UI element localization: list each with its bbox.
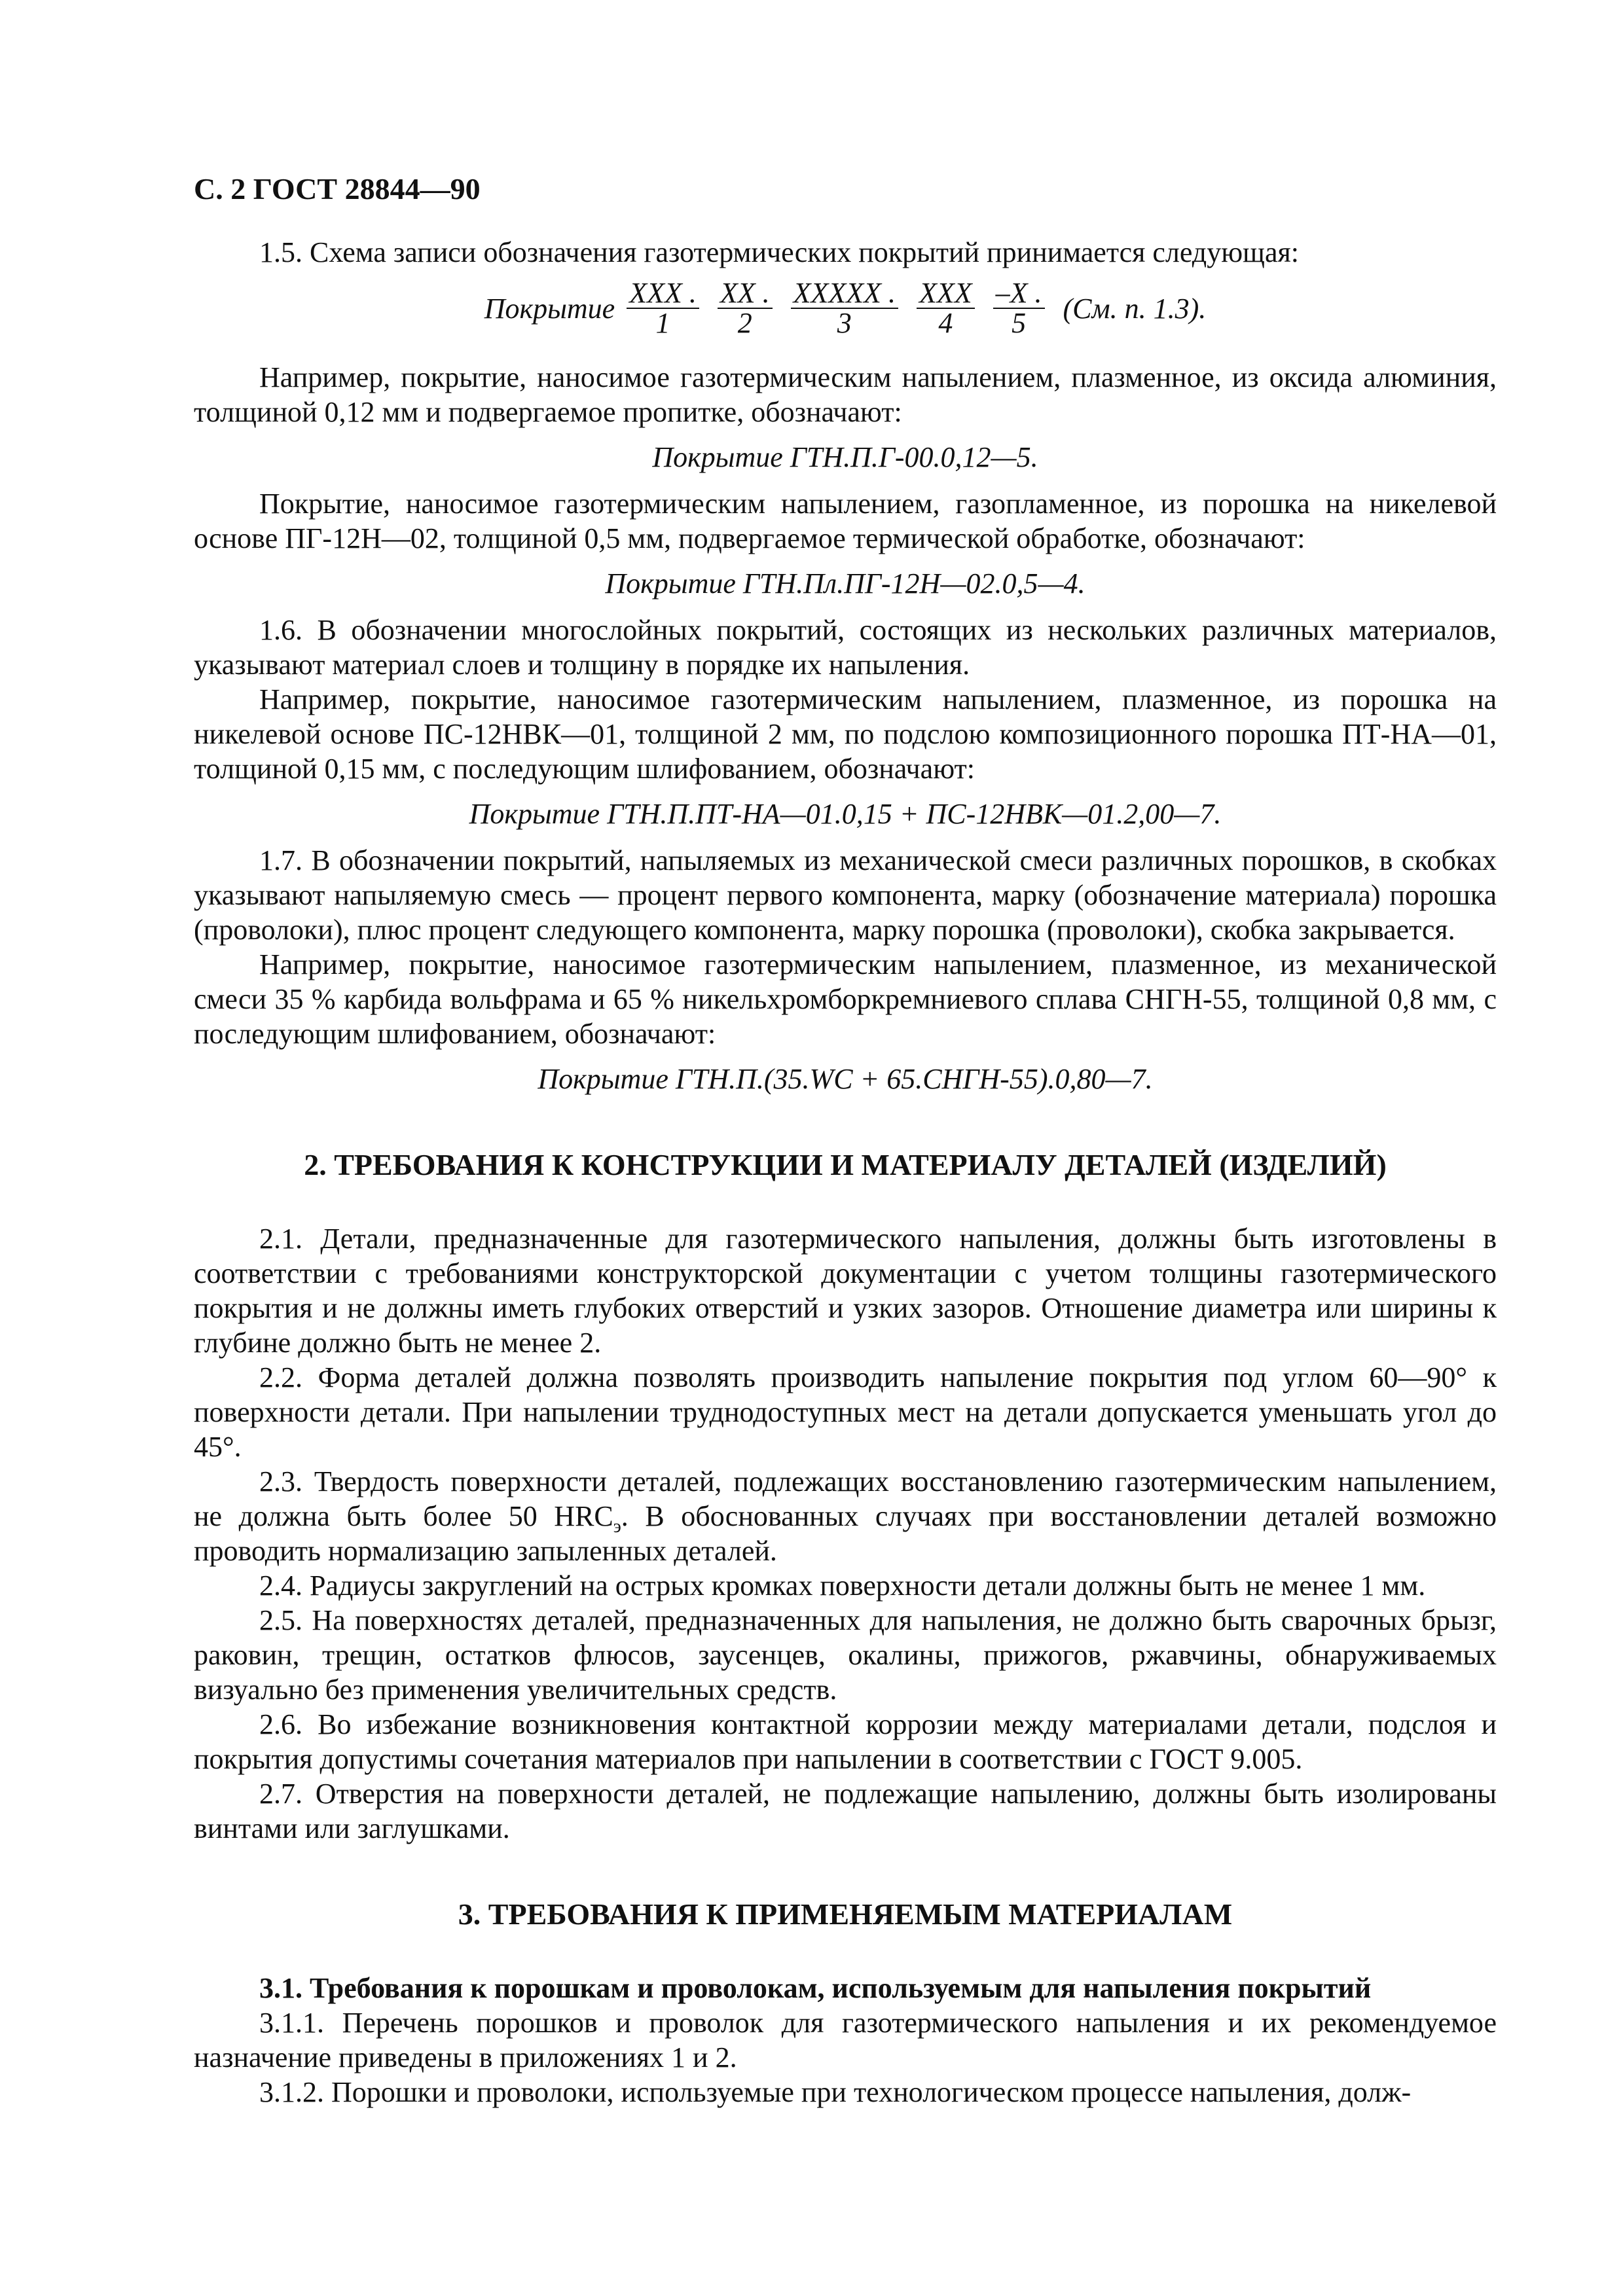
scheme-reference: (См. п. 1.3). [1063, 292, 1207, 325]
scheme-fraction [627, 279, 699, 338]
scheme-fraction [993, 279, 1045, 338]
clause-3-1-1: 3.1.1. Перечень порошков и проволок для газотермического напыления и их рекомендуемое назначение приведены в приложениях 1 и 2. [194, 2007, 1497, 2073]
clause-2-3-text-end: . В обоснованных случаях при восстановлении деталей возможно проводить нормализацию запыленных деталей. [194, 1500, 1497, 1567]
clause-1-7: 1.7. В обозначении покрытий, напыляемых из механической смеси различных порошков, в скобках указывают напыляемую смесь — процент первого компонента, марку (обозначение материала) порошка (проволоки), плюс процент следующего компонента, марку порошка (проволоки), скобка закрывается. [194, 844, 1497, 946]
clause-2-2: 2.2. Форма деталей должна позволять производить напыление покрытия под углом 60—90° к поверхности детали. При напылении труднодоступных мест на детали допускается уменьшать угол до 45°. [194, 1361, 1497, 1463]
clause-1-5: 1.5. Схема записи обозначения газотермических покрытий принимается следующая: [259, 236, 1299, 268]
fraction-numerator: XXX [917, 279, 975, 309]
designation-scheme [194, 279, 1497, 338]
fraction-denominator: 1 [655, 307, 670, 339]
fraction-numerator: –X . [993, 279, 1045, 309]
clause-1-6-example: Например, покрытие, наносимое газотермическим напылением, плазменное, из порошка на никелевой основе ПС-12НВК—01, толщиной 2 мм, по подслою композиционного порошка ПТ-НА—01, толщиной 0,15 мм, с последующим шлифованием, обозначают: [194, 683, 1497, 785]
clause-1-5-example-1: Например, покрытие, наносимое газотермическим напылением, плазменное, из оксида алюминия, толщиной 0,12 мм и подвергаемое пропитке, обозначают: [194, 361, 1497, 428]
scheme-fraction [791, 279, 898, 338]
fraction-numerator: XXXXX . [791, 279, 898, 309]
designation-example: Покрытие ГТН.П.ПТ-НА—01.0,15 + ПС-12НВК—01.2,00—7. [469, 798, 1222, 830]
clause-1-5-example-2: Покрытие, наносимое газотермическим напылением, газопламенное, из порошка на никелевой основе ПГ-12Н—02, толщиной 0,5 мм, подвергаемое термической обработке, обозначают: [194, 488, 1497, 554]
page-header: С. 2 ГОСТ 28844—90 [194, 172, 481, 206]
designation-example: Покрытие ГТН.П.Г-00.0,12—5. [652, 441, 1038, 473]
clause-2-6: 2.6. Во избежание возникновения контактной коррозии между материалами детали, подслоя и покрытия допустимы сочетания материалов при напылении в соответствии с ГОСТ 9.005. [194, 1708, 1497, 1775]
scheme-lead: Покрытие [484, 292, 615, 325]
clause-2-4: 2.4. Радиусы закруглений на острых кромках поверхности детали должны быть не менее 1 мм. [259, 1570, 1426, 1602]
fraction-numerator: XX . [718, 279, 773, 309]
scheme-fraction [917, 279, 975, 338]
scheme-fraction [718, 279, 773, 338]
clause-2-7: 2.7. Отверстия на поверхности деталей, не подлежащие напылению, должны быть изолированы винтами или заглушками. [194, 1778, 1497, 1844]
designation-example: Покрытие ГТН.Пл.ПГ-12Н—02.0,5—4. [605, 567, 1085, 600]
clause-2-1: 2.1. Детали, предназначенные для газотермического напыления, должны быть изготовлены в соответствии с требованиями конструкторской документации с учетом толщины газотермического покрытия и не должны иметь глубоких отверстий и узких зазоров. Отношение диаметра или ширины к глубине должно быть не менее 2. [194, 1223, 1497, 1359]
subsection-3-1-title: 3.1. Требования к порошкам и проволокам, используемым для напыления покрытий [259, 1972, 1372, 2004]
fraction-denominator: 5 [1012, 307, 1027, 339]
clause-3-1-2: 3.1.2. Порошки и проволоки, используемые при технологическом процессе напыления, долж- [259, 2076, 1412, 2108]
clause-2-3-subscript: э [613, 1516, 621, 1537]
clause-2-5: 2.5. На поверхностях деталей, предназначенных для напыления, не должно быть сварочных брызг, раковин, трещин, остатков флюсов, заусенцев, окалины, прижогов, ржавчины, обнаруживаемых визуально без применения увеличительных средств. [194, 1604, 1497, 1706]
clause-2-3 [194, 1464, 1497, 1568]
section-3-title: 3. ТРЕБОВАНИЯ К ПРИМЕНЯЕМЫМ МАТЕРИАЛАМ [458, 1897, 1233, 1931]
clause-1-7-example: Например, покрытие, наносимое газотермическим напылением, плазменное, из механической смеси 35 % карбида вольфрама и 65 % никельхромборкремниевого сплава СНГН-55, толщиной 0,8 мм, с последующим шлифованием, обозначают: [194, 948, 1497, 1050]
section-2-title: 2. ТРЕБОВАНИЯ К КОНСТРУКЦИИ И МАТЕРИАЛУ ДЕТАЛЕЙ (ИЗДЕЛИЙ) [304, 1148, 1387, 1181]
fraction-denominator: 3 [837, 307, 852, 339]
designation-example: Покрытие ГТН.П.(35.WC + 65.СНГН-55).0,80—7. [538, 1063, 1153, 1095]
fraction-denominator: 2 [737, 307, 752, 339]
clause-2-3-text: 2.3. Твердость поверхности деталей, подлежащих восстановлению газотермическим напылением, не должна быть более 50 HRC [194, 1465, 1497, 1532]
clause-1-6: 1.6. В обозначении многослойных покрытий, состоящих из нескольких различных материалов, указывают материал слоев и толщину в порядке их напыления. [194, 614, 1497, 681]
page-content [194, 171, 1497, 2109]
fraction-numerator: XXX . [627, 279, 699, 309]
fraction-denominator: 4 [938, 307, 953, 339]
